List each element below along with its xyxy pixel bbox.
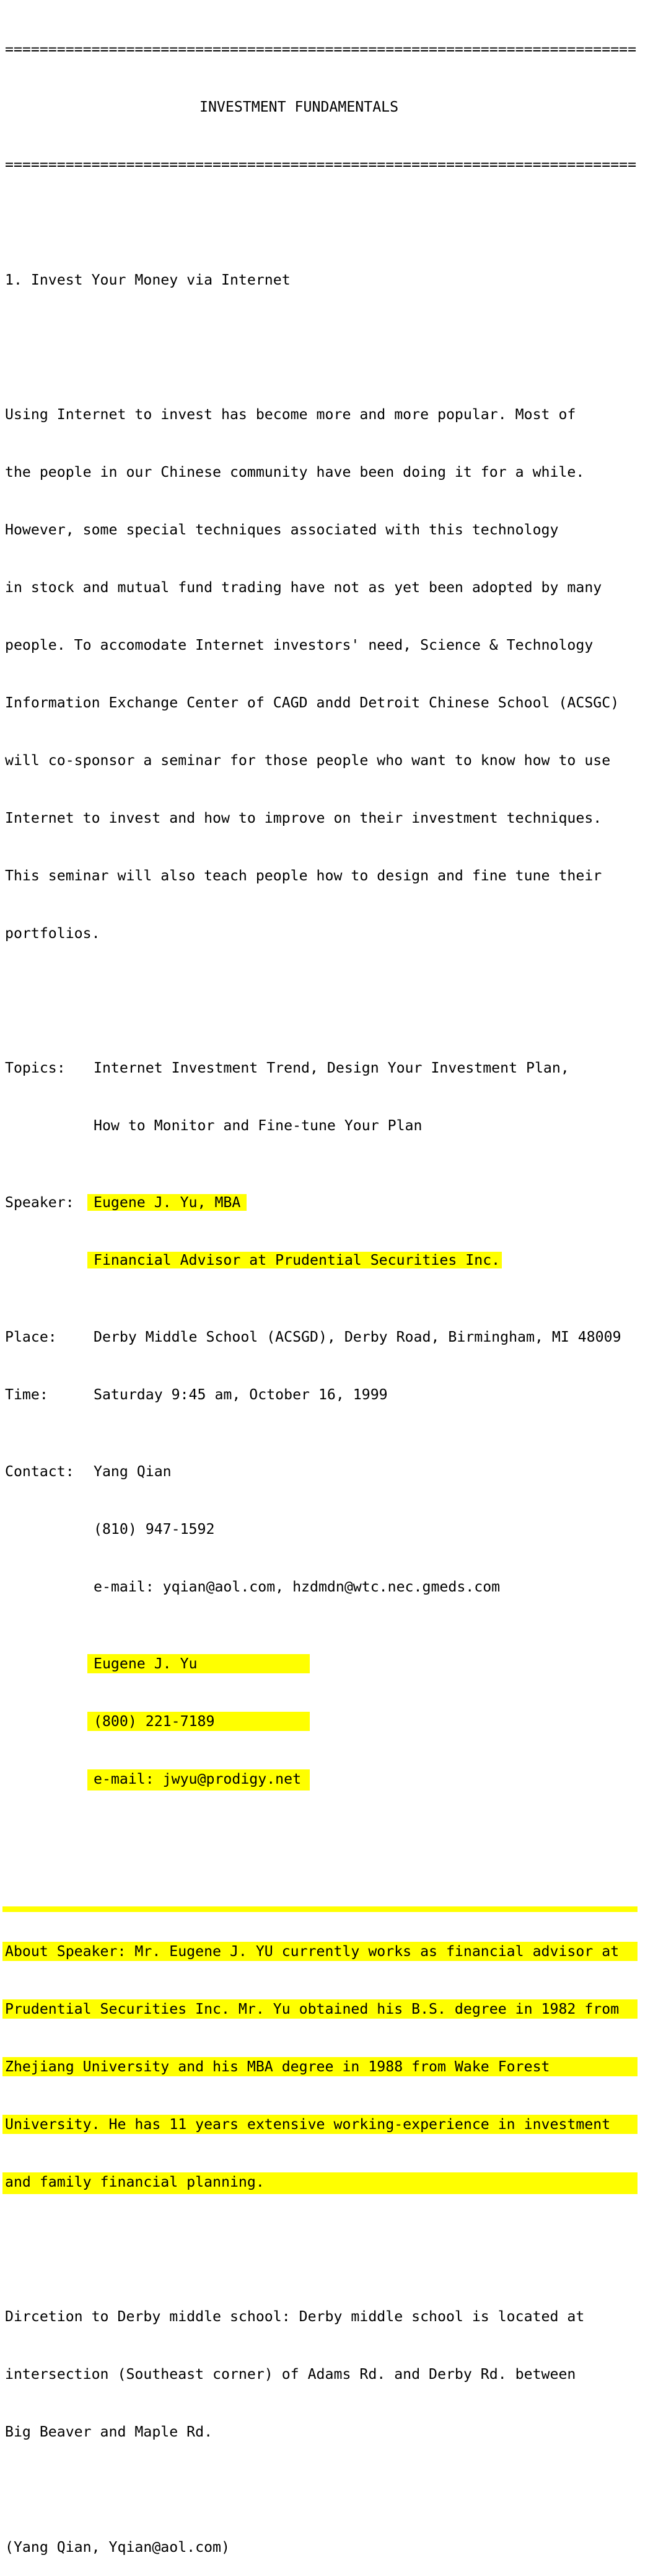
about-line	[5, 1942, 638, 1961]
about-highlight: University. He has 11 years extensive working-experience in investment	[2, 2115, 638, 2134]
title-text: INVESTMENT FUNDAMENTALS	[199, 99, 399, 115]
directions-line: Dircetion to Derby middle school: Derby middle school is located at	[5, 2308, 585, 2325]
place-label: Place:	[5, 1329, 57, 1345]
intro-line: the people in our Chinese community have been doing it for a while.	[5, 464, 585, 480]
contact2-phone-row	[5, 1712, 638, 1731]
contact-row	[5, 1462, 638, 1481]
blank-line	[5, 981, 638, 1001]
blank-line	[5, 328, 638, 347]
about-highlight: About Speaker: Mr. Eugene J. YU currently works as financial advisor at	[2, 1942, 638, 1961]
about-highlight-top	[2, 1906, 638, 1912]
intro-line: people. To accomodate Internet investors' need, Science & Technology	[5, 637, 594, 653]
topics-row-continued	[5, 1116, 638, 1135]
speaker-title-highlight: Financial Advisor at Prudential Securities Inc.	[87, 1252, 502, 1268]
intro-line: will co-sponsor a seminar for those people who want to know how to use	[5, 752, 611, 769]
intro-line: in stock and mutual fund trading have not as yet been adopted by many	[5, 579, 602, 596]
speaker-label: Speaker:	[5, 1194, 74, 1211]
about-line	[5, 2057, 638, 2076]
section-heading: 1. Invest Your Money via Internet	[5, 272, 291, 288]
about-highlight: Prudential Securities Inc. Mr. Yu obtained his B.S. degree in 1982 from	[2, 1999, 638, 2019]
topics-label: Topics:	[5, 1060, 66, 1076]
contact1-email: e-mail: yqian@aol.com, hzdmdn@wtc.nec.gmeds.com	[94, 1578, 501, 1595]
contact1-email-row	[5, 1577, 638, 1596]
speaker-name-highlight: Eugene J. Yu, MBA	[87, 1194, 247, 1211]
directions-line: Big Beaver and Maple Rd.	[5, 2423, 213, 2440]
intro-line: However, some special techniques associated with this technology	[5, 521, 559, 538]
signature: (Yang Qian, Yqian@aol.com)	[5, 2539, 230, 2556]
contact2-phone-highlight: (800) 221-7189	[87, 1712, 310, 1731]
about-line	[5, 2115, 638, 2134]
contact2-email-highlight: e-mail: jwyu@prodigy.net	[87, 1769, 310, 1790]
time-label: Time:	[5, 1386, 48, 1403]
contact-label: Contact:	[5, 1463, 74, 1480]
blank-line	[5, 1829, 638, 1840]
intro-line: Internet to invest and how to improve on their investment techniques.	[5, 810, 602, 826]
contact2-name-highlight: Eugene J. Yu	[87, 1654, 310, 1673]
contact2-email-row	[5, 1769, 638, 1790]
contact1-name: Yang Qian	[94, 1463, 172, 1480]
place-value: Derby Middle School (ACSGD), Derby Road, Birmingham, MI 48009	[94, 1329, 621, 1345]
intro-line: This seminar will also teach people how to design and fine tune their	[5, 867, 602, 884]
blank-line	[5, 2480, 638, 2499]
topics-value: Internet Investment Trend, Design Your Investment Plan,	[94, 1060, 569, 1076]
speaker-title-row	[5, 1250, 638, 1270]
topics-value-2: How to Monitor and Fine-tune Your Plan	[94, 1117, 423, 1134]
place-row	[5, 1327, 638, 1347]
about-highlight: Zhejiang University and his MBA degree in 1988 from Wake Forest	[2, 2057, 638, 2076]
about-line	[5, 1999, 638, 2019]
blank-line	[5, 2233, 638, 2249]
contact1-phone: (810) 947-1592	[94, 1521, 215, 1538]
rule-bottom: =========================================================================	[5, 156, 637, 173]
time-value: Saturday 9:45 am, October 16, 1999	[94, 1386, 388, 1403]
contact1-phone-row	[5, 1520, 638, 1539]
intro-line: portfolios.	[5, 925, 100, 942]
intro-line: Using Internet to invest has become more and more popular. Most of	[5, 406, 576, 423]
page-title	[5, 97, 638, 117]
intro-line: Information Exchange Center of CAGD andd Detroit Chinese School (ACSGC)	[5, 694, 620, 711]
about-line	[5, 1898, 638, 1903]
speaker-row	[5, 1193, 638, 1212]
contact2-name-row	[5, 1654, 638, 1673]
about-highlight: and family financial planning.	[2, 2172, 638, 2194]
blank-line	[5, 213, 638, 232]
rule-top: =========================================================================	[5, 41, 637, 58]
document-body	[5, 1, 638, 2576]
about-line	[5, 2172, 638, 2194]
topics-row	[5, 1058, 638, 1078]
directions-line: intersection (Southeast corner) of Adams Rd. and Derby Rd. between	[5, 2366, 576, 2383]
time-row	[5, 1385, 638, 1404]
